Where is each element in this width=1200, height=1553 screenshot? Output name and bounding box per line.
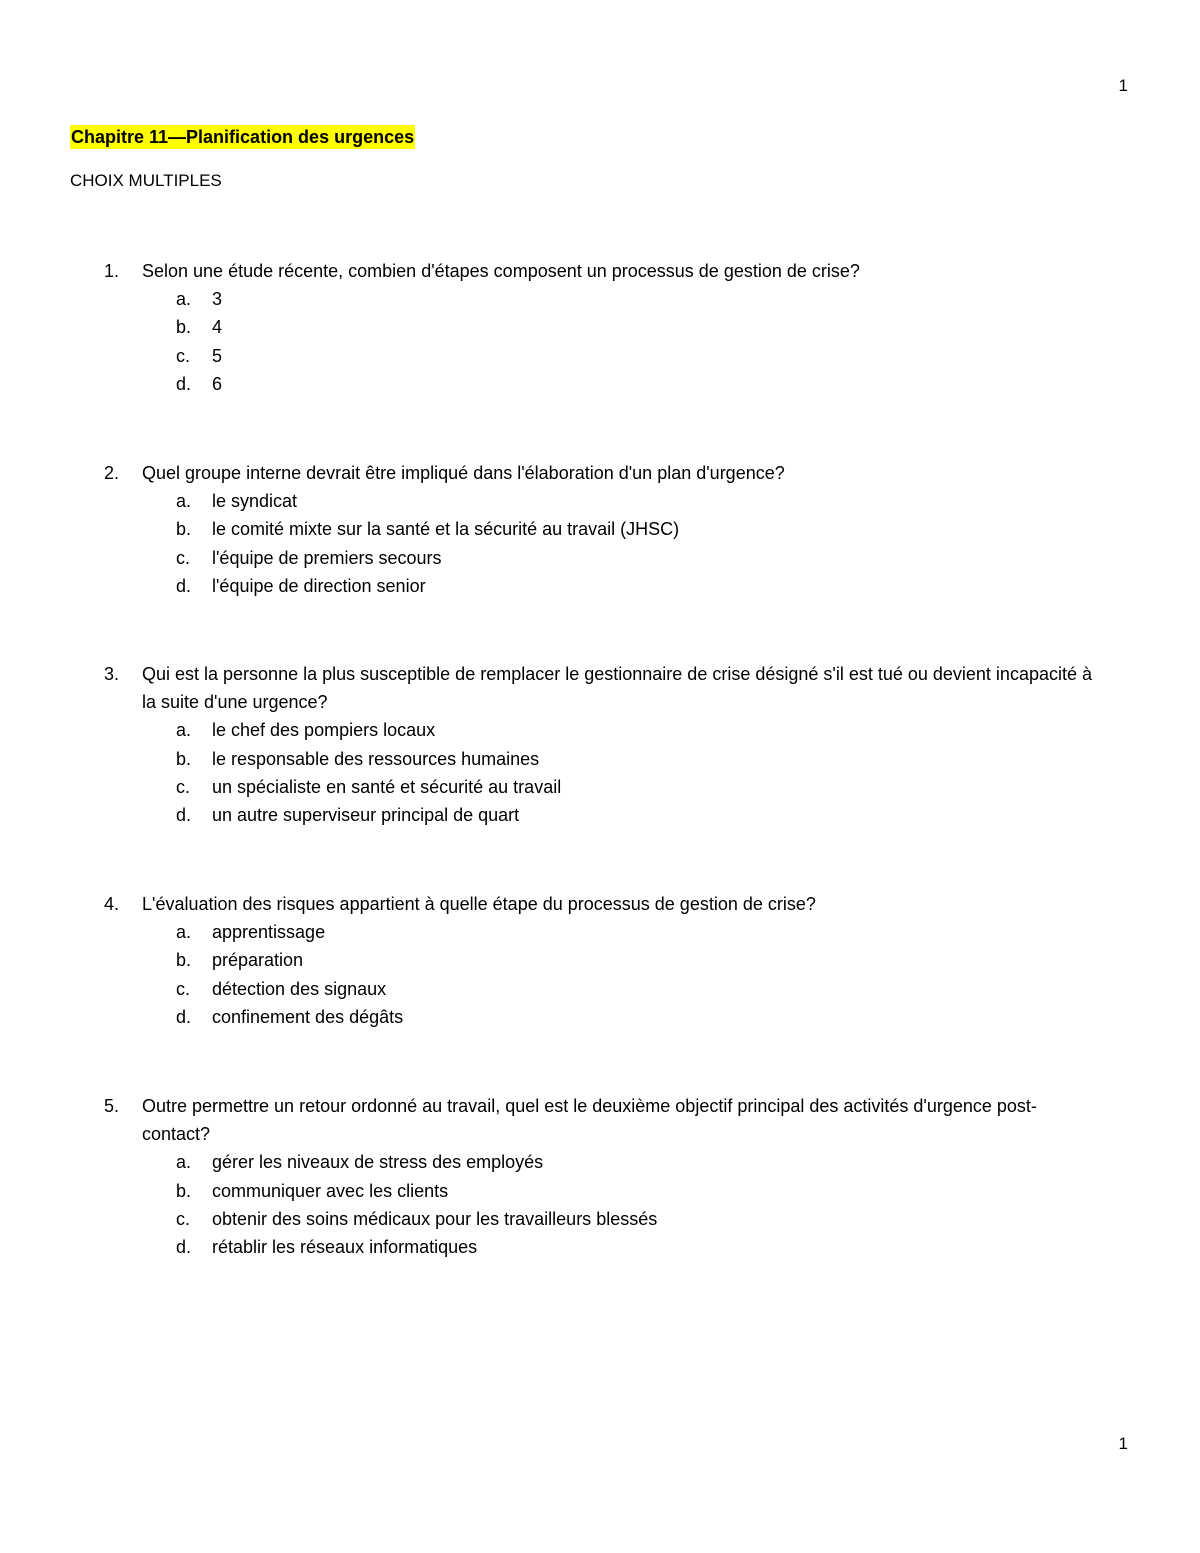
option-text: 3 [212,289,223,310]
section-heading: CHOIX MULTIPLES [70,171,222,190]
option-d [0,1003,1200,1031]
option-letter: d. [176,804,192,825]
question-number: 4. [104,894,120,914]
option-letter: c. [176,1208,191,1229]
option-text: l'équipe de direction senior [212,575,426,596]
option-d [0,1233,1200,1261]
option-text: un spécialiste en santé et sécurité au travail [212,776,562,797]
question-4 [0,890,1200,1031]
option-a [0,487,1200,515]
option-b [0,745,1200,773]
option-text: 4 [212,317,223,338]
option-c [0,975,1200,1003]
option-b [0,313,1200,341]
option-text: le chef des pompiers locaux [212,720,436,741]
question-1 [0,257,1200,398]
option-letter: a. [176,922,192,943]
question-text: Quel groupe interne devrait être impliqué dans l'élaboration d'un plan d'urgence? [142,463,785,483]
option-letter: d. [176,1006,192,1027]
option-text: un autre superviseur principal de quart [212,804,520,825]
option-letter: b. [176,317,192,338]
option-text: l'équipe de premiers secours [212,547,442,568]
option-letter: b. [176,1180,192,1201]
question-text: Qui est la personne la plus susceptible de remplacer le gestionnaire de crise désigné s'il est tué ou devient incapacité à la suite d'une urgence? [142,664,1092,713]
question-number: 3. [104,664,120,684]
option-letter: d. [176,1236,192,1257]
option-c [0,1205,1200,1233]
option-letter: a. [176,491,192,512]
option-c [0,342,1200,370]
option-letter: c. [176,345,191,366]
option-text: communiquer avec les clients [212,1180,449,1201]
question-3 [0,660,1200,829]
option-letter: a. [176,720,192,741]
option-d [0,801,1200,829]
chapter-title: Chapitre 11—Planification des urgences [71,127,415,147]
option-letter: b. [176,519,192,540]
question-number: 5. [104,1096,120,1116]
question-text: Outre permettre un retour ordonné au travail, quel est le deuxième objectif principal des activités d'urgence post-contact? [142,1096,1037,1145]
question-text: L'évaluation des risques appartient à quelle étape du processus de gestion de crise? [142,894,816,914]
option-text: 6 [212,373,223,394]
option-text: apprentissage [212,922,326,943]
option-text: le responsable des ressources humaines [212,748,540,769]
option-letter: a. [176,1152,192,1173]
question-5 [0,1092,1200,1261]
option-text: détection des signaux [212,978,387,999]
option-a [0,716,1200,744]
option-text: gérer les niveaux de stress des employés [212,1152,544,1173]
option-letter: a. [176,289,192,310]
question-text: Selon une étude récente, combien d'étapes composent un processus de gestion de crise? [142,261,860,281]
option-d [0,370,1200,398]
title-container [70,125,415,149]
option-a [0,1148,1200,1176]
question-number: 2. [104,463,120,483]
option-a [0,285,1200,313]
option-text: obtenir des soins médicaux pour les travailleurs blessés [212,1208,658,1229]
option-b [0,515,1200,543]
option-text: confinement des dégâts [212,1006,404,1027]
option-text: préparation [212,950,304,971]
option-text: 5 [212,345,223,366]
option-letter: c. [176,776,191,797]
question-number: 1. [104,261,120,281]
page-number-top: 1 [1118,76,1128,95]
option-letter: c. [176,547,191,568]
option-b [0,1177,1200,1205]
option-letter: d. [176,373,192,394]
option-letter: b. [176,748,192,769]
question-2 [0,459,1200,600]
option-text: le syndicat [212,491,298,512]
option-letter: b. [176,950,192,971]
option-c [0,544,1200,572]
page-number-bottom: 1 [1118,1434,1128,1453]
option-d [0,572,1200,600]
option-b [0,946,1200,974]
option-a [0,918,1200,946]
option-text: rétablir les réseaux informatiques [212,1236,478,1257]
option-c [0,773,1200,801]
option-text: le comité mixte sur la santé et la sécurité au travail (JHSC) [212,519,680,540]
option-letter: c. [176,978,191,999]
option-letter: d. [176,575,192,596]
